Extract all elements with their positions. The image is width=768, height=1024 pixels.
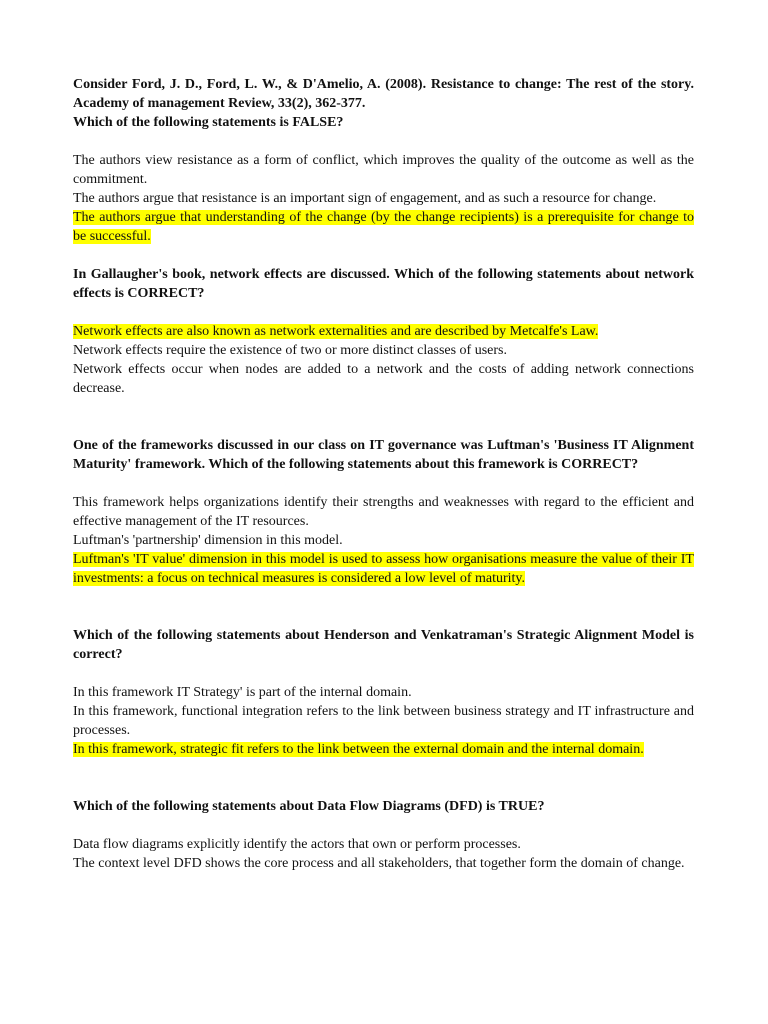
answer-option: [73, 189, 694, 208]
answer-option-text: In this framework, functional integration refers to the link between business strategy and IT infrastructure and processes.: [73, 704, 694, 738]
answer-option-text: Data flow diagrams explicitly identify the actors that own or perform processes.: [73, 837, 521, 852]
answer-option-text: Network effects occur when nodes are added to a network and the costs of adding network connections decrease.: [73, 362, 694, 396]
answer-option: [73, 151, 694, 189]
answer-options: [73, 683, 694, 759]
question-prompt: In Gallaugher's book, network effects are discussed. Which of the following statements about network effects is CORRECT?: [73, 267, 694, 301]
answer-option: [73, 531, 694, 550]
question-block-4: [73, 626, 694, 759]
answer-option-text: The authors argue that resistance is an important sign of engagement, and as such a resource for change.: [73, 191, 657, 206]
answer-option: [73, 341, 694, 360]
answer-option-text: The context level DFD shows the core process and all stakeholders, that together form the domain of change.: [73, 856, 685, 871]
question-block-3: [73, 436, 694, 588]
answer-option-text: The authors argue that understanding of the change (by the change recipients) is a prerequisite for change to be successful.: [73, 210, 694, 244]
question-block-2: [73, 265, 694, 398]
question-citation: Consider Ford, J. D., Ford, L. W., & D'Amelio, A. (2008). Resistance to change: The rest of the story. Academy of management Review, 33(2), 362-377.: [73, 77, 694, 111]
answer-option: [73, 835, 694, 854]
answer-options: [73, 322, 694, 398]
question-block-1: [73, 75, 694, 246]
answer-option: [73, 702, 694, 740]
answer-option-text: Luftman's 'IT value' dimension in this model is used to assess how organisations measure the value of their IT investments: a focus on technical measures is considered a low level of maturity.: [73, 552, 694, 586]
answer-option-text: In this framework, strategic fit refers to the link between the external domain and the internal domain.: [73, 742, 644, 757]
answer-options: [73, 835, 694, 873]
answer-option-highlighted: [73, 550, 694, 588]
question-prompt: Which of the following statements about Data Flow Diagrams (DFD) is TRUE?: [73, 799, 545, 814]
answer-option-text: This framework helps organizations identify their strengths and weaknesses with regard to the efficient and effective management of the IT resources.: [73, 495, 694, 529]
question-prompt: One of the frameworks discussed in our class on IT governance was Luftman's 'Business IT Alignment Maturity' framework. Which of the following statements about this framework is CORRECT?: [73, 438, 694, 472]
answer-option-text: Network effects are also known as network externalities and are described by Metcalfe's Law.: [73, 324, 599, 339]
answer-option-highlighted: [73, 322, 694, 341]
answer-option-text: Luftman's 'partnership' dimension in this model.: [73, 533, 343, 548]
question-block-5: [73, 797, 694, 873]
answer-option-highlighted: [73, 740, 694, 759]
answer-option: [73, 493, 694, 531]
answer-option-text: In this framework IT Strategy' is part of the internal domain.: [73, 685, 412, 700]
answer-option: [73, 854, 694, 873]
answer-option: [73, 683, 694, 702]
question-prompt: Which of the following statements about Henderson and Venkatraman's Strategic Alignment Model is correct?: [73, 628, 694, 662]
answer-option-text: Network effects require the existence of two or more distinct classes of users.: [73, 343, 507, 358]
question-prompt: Which of the following statements is FALSE?: [73, 115, 344, 130]
answer-option-text: The authors view resistance as a form of conflict, which improves the quality of the outcome as well as the commitment.: [73, 153, 694, 187]
document-page: [73, 75, 694, 873]
answer-options: [73, 151, 694, 246]
answer-option-highlighted: [73, 208, 694, 246]
answer-options: [73, 493, 694, 588]
answer-option: [73, 360, 694, 398]
